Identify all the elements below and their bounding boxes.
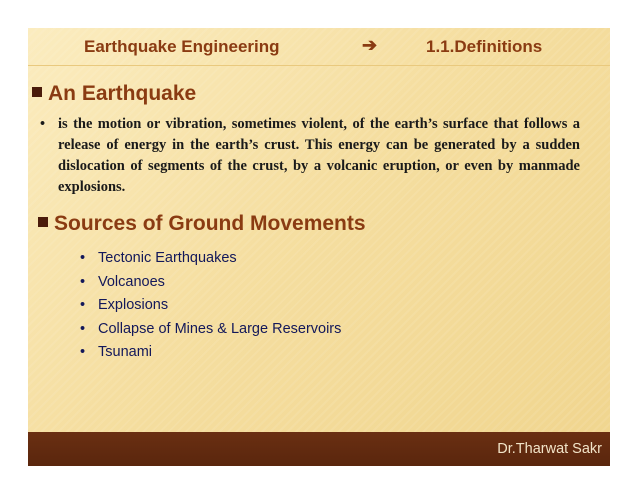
bullet-dot: • xyxy=(80,320,86,337)
slide-footer xyxy=(28,432,610,466)
bullet-dot: • xyxy=(80,273,86,290)
list-item-label: Tsunami xyxy=(98,344,152,360)
right-arrow-icon: ➔ xyxy=(362,35,378,55)
author-label: Dr.Tharwat Sakr xyxy=(497,441,602,457)
sources-list xyxy=(80,250,341,368)
list-item xyxy=(80,297,341,321)
bullet-dot: • xyxy=(80,297,86,313)
square-bullet-icon xyxy=(38,217,48,227)
square-bullet-icon xyxy=(32,87,42,97)
list-item xyxy=(80,250,341,274)
list-item xyxy=(80,274,341,298)
slide-header xyxy=(28,28,610,64)
list-item xyxy=(80,344,341,368)
bullet-dot: • xyxy=(80,250,86,266)
list-item xyxy=(80,321,341,345)
slide xyxy=(28,28,610,466)
sources-title: Sources of Ground Movements xyxy=(54,212,366,235)
list-item-label: Collapse of Mines & Large Reservoirs xyxy=(98,320,342,337)
header-subject: Earthquake Engineering xyxy=(84,37,280,56)
bullet-dot: • xyxy=(80,344,86,360)
definition-bullet: • xyxy=(40,116,46,132)
definition-title: An Earthquake xyxy=(48,82,197,105)
list-item-label: Volcanoes xyxy=(98,273,165,290)
sources-heading xyxy=(38,212,366,236)
list-item-label: Tectonic Earthquakes xyxy=(98,250,237,266)
definition-text: is the motion or vibration, sometimes violent, of the earth’s surface that follows a release of energy in the earth’s crust. This energy can be generated by a sudden dislocation of segments of the crust, by a volcanic eruption, or even by manmade explosions. xyxy=(58,116,580,195)
header-section: 1.1.Definitions xyxy=(426,37,543,56)
list-item-label: Explosions xyxy=(98,297,169,313)
definition-heading xyxy=(32,82,196,106)
header-divider xyxy=(28,65,610,66)
definition-paragraph xyxy=(40,114,580,198)
